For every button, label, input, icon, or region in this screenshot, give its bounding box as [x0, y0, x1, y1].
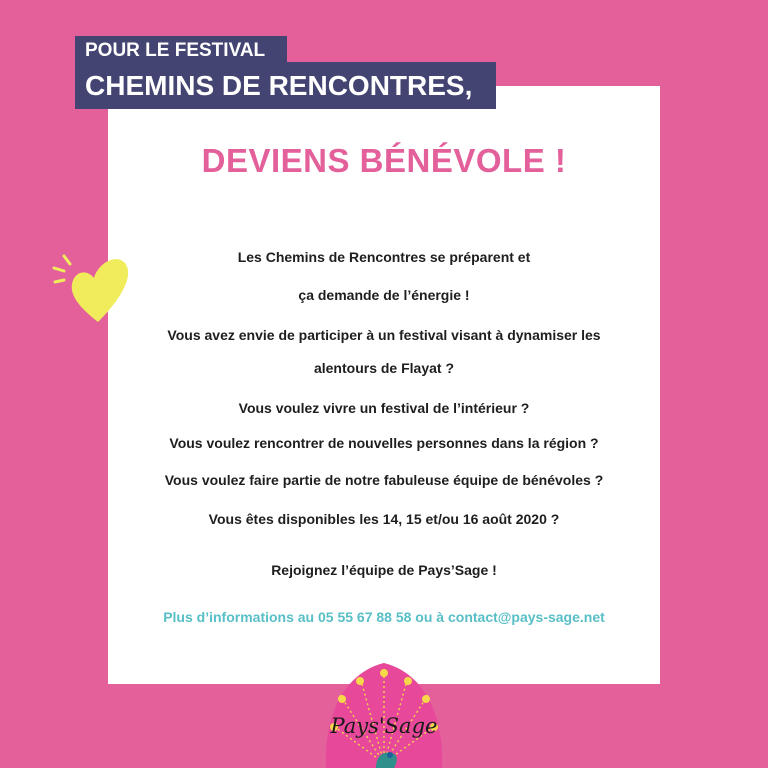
heart-icon: [50, 250, 132, 330]
body-line-9: Rejoignez l’équipe de Pays’Sage !: [271, 562, 497, 578]
peacock-logo: [320, 655, 448, 768]
body-line-2: ça demande de l’énergie !: [298, 287, 470, 303]
body-line-8: Vous êtes disponibles les 14, 15 et/ou 16 août 2020 ?: [208, 511, 560, 527]
body-line-4: alentours de Flayat ?: [313, 360, 455, 376]
body-line-5: Vous voulez vivre un festival de l’intérieur ?: [238, 400, 530, 416]
body-line-3: Vous avez envie de participer à un festival visant à dynamiser les: [167, 327, 601, 343]
banner-line-2: CHEMINS DE RENCONTRES,: [75, 62, 496, 109]
banner-line-1: POUR LE FESTIVAL: [75, 36, 287, 66]
headline: DEVIENS BÉNÉVOLE !: [201, 142, 567, 179]
body-line-6: Vous voulez rencontrer de nouvelles personnes dans la région ?: [169, 435, 599, 451]
body-line-7: Vous voulez faire partie de notre fabuleuse équipe de bénévoles ?: [164, 472, 604, 488]
body-line-1: Les Chemins de Rencontres se préparent et: [237, 249, 531, 265]
logo-text: Pays'Sage: [330, 714, 438, 738]
contact-info: Plus d’informations au 05 55 67 88 58 ou à contact@pays-sage.net: [163, 609, 605, 625]
